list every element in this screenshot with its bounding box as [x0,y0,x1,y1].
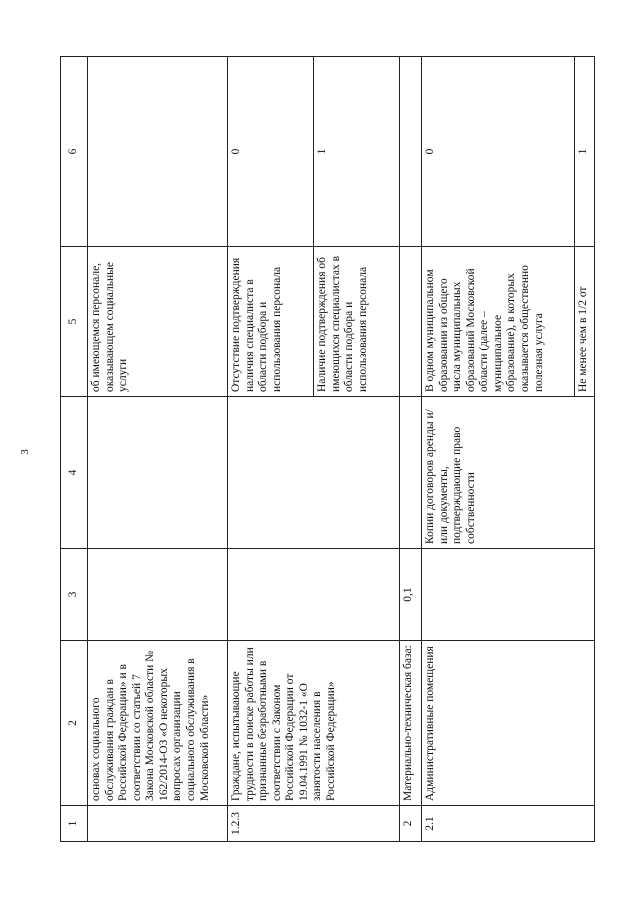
cell-2-col4 [400,397,422,549]
table-row-1-2-3 [228,57,400,842]
header-col-4: 4 [61,397,88,549]
cell-2-col2: Материально-техническая база: [400,641,422,806]
header-col-3: 3 [61,549,88,641]
table-row-2-1 [422,57,595,842]
header-col-1: 1 [61,806,88,842]
page-number: 3 [18,449,31,455]
criterion-absent: Отсутствие подтверждения наличия специалиста в области подбора и использования персонала [230,257,283,392]
score-half-municipalities: 1 [574,57,594,246]
criterion-one-municipality: В одном муниципальном образовании из общего числа муниципальных образований Московской области (далее – муниципальное образование), в которых оказывается общественно полезная услуга [424,265,545,392]
cell-1-2-3-col6 [228,57,400,247]
score-one-municipality: 0 [424,148,436,155]
cell-2-1-num: 2.1 [422,806,595,842]
cell-2-col5 [400,247,422,397]
cell-2-1-col5 [422,247,595,397]
criteria-table [60,56,595,842]
cell-continued-col3 [88,549,228,641]
header-col-5: 5 [61,247,88,397]
cell-continued-col4 [88,397,228,549]
cell-continued-col2: основах социального обслуживания граждан в Российской Федерации» и в соответствии со статьей 7 Закона Московской области № 162/2014-ОЗ «О некоторых вопросах организации социального обслуживания в Московской области» [88,641,228,806]
table-row-2 [400,57,422,842]
cell-1-2-3-col3 [228,549,400,641]
header-col-2: 2 [61,641,88,806]
cell-2-1-col2: Административные помещения [422,641,595,806]
cell-2-num: 2 [400,806,422,842]
cell-2-col6 [400,57,422,247]
cell-1-2-3-num: 1.2.3 [228,806,400,842]
criterion-present: Наличие подтверждения об имеющихся специалистах в области подбора и использования персонала [313,247,399,396]
cell-continued-col6 [88,57,228,247]
header-row [61,57,88,842]
header-col-6: 6 [61,57,88,247]
cell-2-col3: 0,1 [400,549,422,641]
cell-1-2-3-col5 [228,247,400,397]
cell-continued-col5: об имеющемся персонале, оказывающем социальные услуги [88,247,228,397]
cell-2-1-col4: Копии договоров аренды и/или документы, подтверждающие право собственности [422,397,595,549]
cell-2-1-col6 [422,57,595,247]
score-present: 1 [313,57,399,246]
cell-1-2-3-col4 [228,397,400,549]
table-row-continued [88,57,228,842]
criterion-half-municipalities: Не менее чем в 1/2 от [574,247,594,396]
cell-1-2-3-col2: Граждане, испытывающие трудности в поиске работы или признанные безработными в соответствии с Законом Российской Федерации от 19.04.1991 № 1032-1 «О занятости населения в Российской Федерации» [228,641,400,806]
cell-2-1-col3 [422,549,595,641]
rotated-table-wrapper [60,57,595,842]
cell-continued-num [88,806,228,842]
score-absent: 0 [230,148,242,155]
